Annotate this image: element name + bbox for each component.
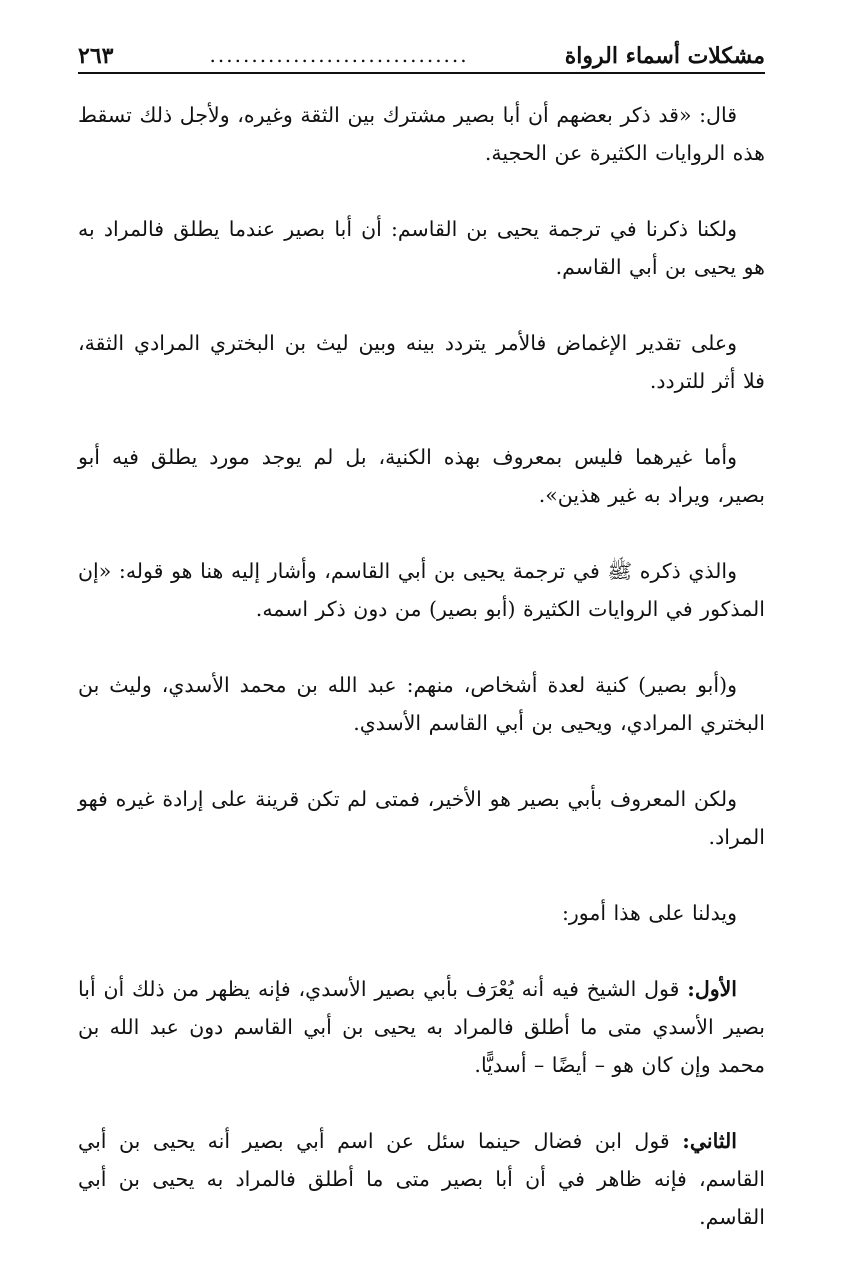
paragraph-text: و(أبو بصير) كنية لعدة أشخاص، منهم: عبد الله بن محمد الأسدي، وليث بن البختري المرادي، ويحيى بن أبي القاسم الأسدي.: [78, 673, 765, 735]
page-number: ٢٦٣: [78, 43, 114, 69]
paragraph: [78, 1122, 765, 1236]
paragraph-text: قال: «قد ذكر بعضهم أن أبا بصير مشترك بين الثقة وغيره، ولأجل ذلك تسقط هذه الروايات الكثيرة عن الحجية.: [78, 103, 765, 165]
paragraph-text: ولكنا ذكرنا في ترجمة يحيى بن القاسم: أن أبا بصير عندما يطلق فالمراد به هو يحيى بن أبي القاسم.: [78, 217, 765, 279]
running-title: مشكلات أسماء الرواة: [564, 43, 765, 69]
paragraph: [78, 438, 765, 514]
body-text: [78, 96, 765, 1274]
paragraph: [78, 210, 765, 286]
paragraph-text: والذي ذكره ﷺ في ترجمة يحيى بن أبي القاسم، وأشار إليه هنا هو قوله: «إن المذكور في الروايات الكثيرة (أبو بصير) من دون ذكر اسمه.: [78, 559, 765, 621]
paragraph-text: ولكن المعروف بأبي بصير هو الأخير، فمتى لم تكن قرينة على إرادة غيره فهو المراد.: [78, 787, 765, 849]
paragraph-text: وعلى تقدير الإغماض فالأمر يتردد بينه وبين ليث بن البختري المرادي الثقة، فلا أثر للتردد.: [78, 331, 765, 393]
paragraph: [78, 894, 765, 932]
paragraph-text: قول ابن فضال حينما سئل عن اسم أبي بصير أنه يحيى بن أبي القاسم، فإنه ظاهر في أن أبا بصير متى ما أطلق فالمراد به يحيى بن أبي القاسم.: [78, 1129, 765, 1229]
running-header: [78, 34, 765, 74]
paragraph: [78, 324, 765, 400]
header-leader-dots: ...............................: [209, 43, 469, 67]
paragraph-lead: الثاني:: [682, 1129, 737, 1153]
paragraph: [78, 666, 765, 742]
paragraph: [78, 970, 765, 1084]
paragraph: [78, 96, 765, 172]
paragraph-text: ويدلنا على هذا أمور:: [561, 901, 737, 925]
paragraph: [78, 552, 765, 628]
paragraph-lead: الأول:: [687, 977, 737, 1001]
paragraph-text: قول الشيخ فيه أنه يُعْرَف بأبي بصير الأسدي، فإنه يظهر من ذلك أن أبا بصير الأسدي متى ما أطلق فالمراد به يحيى بن أبي القاسم دون عبد الله بن محمد وإن كان هو – أيضًا – أسديًّا.: [78, 977, 765, 1077]
paragraph-text: وأما غيرهما فليس بمعروف بهذه الكنية، بل لم يوجد مورد يطلق فيه أبو بصير، ويراد به غير هذين».: [78, 445, 765, 507]
paragraph: [78, 780, 765, 856]
